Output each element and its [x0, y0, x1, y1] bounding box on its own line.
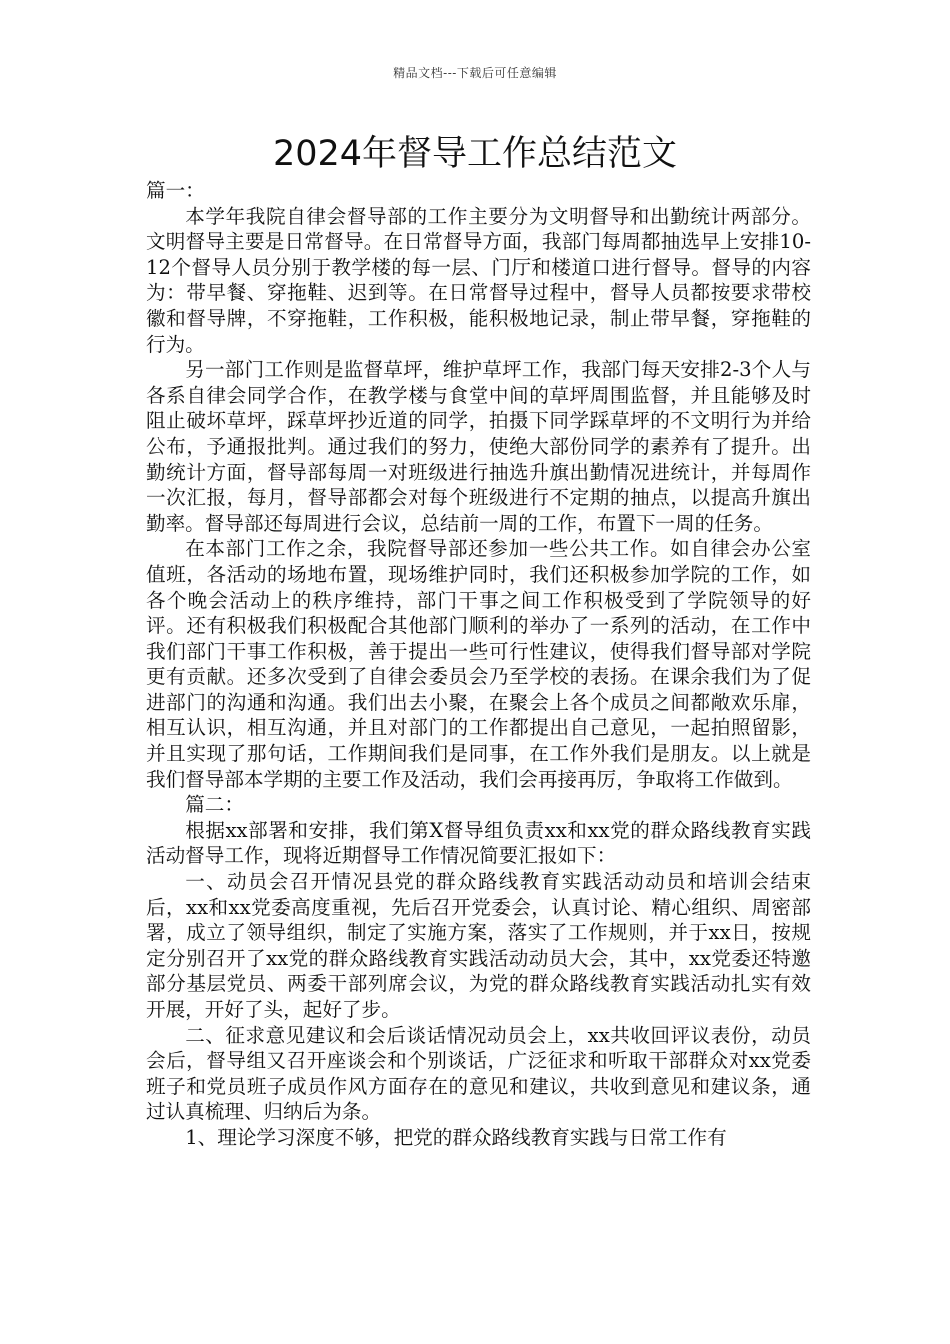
paragraph: 一、动员会召开情况县党的群众路线教育实践活动动员和培训会结束后，xx和xx党委高度重视，先后召开党委会，认真讨论、精心组织、周密部署，成立了领导组织，制定了实施方案，落实了工作规则，并于xx日，按规定分别召开了xx党的群众路线教育实践活动动员大会，其中，xx党委还特邀部分基层党员、两委干部列席会议，为党的群众路线教育实践活动扎实有效开展，开好了头，起好了步。 [146, 870, 811, 1021]
document-title: 2024年督导工作总结范文 [272, 134, 678, 174]
paragraph: 在本部门工作之余，我院督导部还参加一些公共工作。如自律会办公室值班，各活动的场地布置，现场维护同时，我们还积极参加学院的工作，如各个晚会活动上的秩序维持，部门干事之间工作积极受到了学院领导的好评。还有积极我们积极配合其他部门顺利的举办了一系列的活动，在工作中我们部门干事工作积极，善于提出一些可行性建议，使得我们督导部对学院更有贡献。还多次受到了自律会委员会乃至学校的表扬。在课余我们为了促进部门的沟通和沟通。我们出去小聚，在聚会上各个成员之间都敞欢乐扉，相互认识，相互沟通，并且对部门的工作都提出自己意见，一起拍照留影，并且实现了那句话，工作期间我们是同事，在工作外我们是朋友。以上就是我们督导部本学期的主要工作及活动，我们会再接再厉，争取将工作做到。 [146, 537, 811, 791]
paragraph: 二、征求意见建议和会后谈话情况动员会上，xx共收回评议表份，动员会后，督导组又召开座谈会和个别谈话，广泛征求和听取干部群众对xx党委班子和党员班子成员作风方面存在的意见和建议，共收到意见和建议条，通过认真梳理、归纳后为条。 [146, 1023, 811, 1124]
section-label-2: 篇二： [185, 793, 244, 817]
paragraph: 1、理论学习深度不够，把党的群众路线教育实践与日常工作有 [185, 1125, 727, 1149]
paragraph: 本学年我院自律会督导部的工作主要分为文明督导和出勤统计两部分。文明督导主要是日常督导。在日常督导方面，我部门每周都抽选早上安排10-12个督导人员分别于教学楼的每一层、门厅和楼道口进行督导。督导的内容为：带早餐、穿拖鞋、迟到等。在日常督导过程中，督导人员都按要求带校徽和督导牌，不穿拖鞋，工作积极，能积极地记录，制止带早餐，穿拖鞋的行为。 [146, 204, 811, 356]
paragraph: 根据xx部署和安排，我们第X督导组负责xx和xx党的群众路线教育实践活动督导工作，现将近期督导工作情况简要汇报如下： [146, 818, 811, 868]
document-body [146, 178, 811, 1151]
header-note: 精品文档---下载后可任意编辑 [393, 66, 557, 80]
paragraph: 另一部门工作则是监督草坪，维护草坪工作，我部门每天安排2-3个人与各系自律会同学合作，在教学楼与食堂中间的草坪周围监督，并且能够及时阻止破坏草坪，踩草坪抄近道的同学，拍摄下同学踩草坪的不文明行为并给公布，予通报批判。通过我们的努力，使绝大部份同学的素养有了提升。出勤统计方面，督导部每周一对班级进行抽选升旗出勤情况进统计，并每周作一次汇报，每月，督导部都会对每个班级进行不定期的抽点，以提高升旗出勤率。督导部还每周进行会议，总结前一周的工作，布置下一周的任务。 [146, 358, 811, 535]
section-label-1: 篇一： [146, 179, 205, 202]
